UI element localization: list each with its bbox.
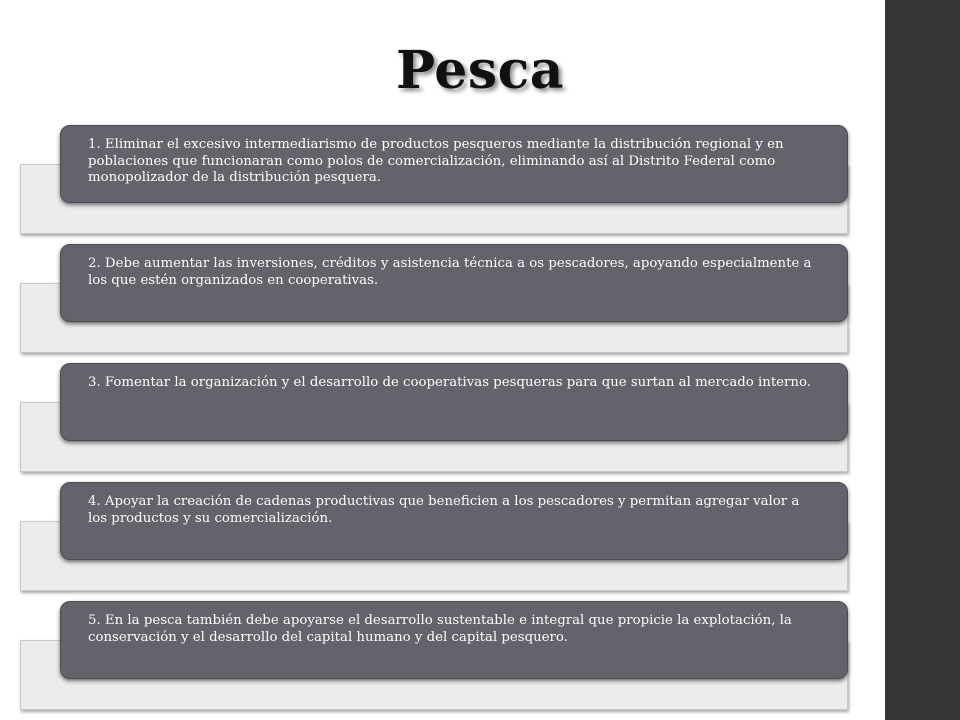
list-item-text: 1. Eliminar el excesivo intermediarismo de productos pesqueros mediante la distribución regional y en poblaciones que funcionaran como polos de comercialización, eliminando así al Distrito Federal como monopolizador de la distribución pesquera. — [60, 125, 848, 203]
list-item — [20, 125, 848, 233]
slide-title: Pesca — [396, 40, 564, 101]
side-band — [885, 0, 960, 720]
list-item — [20, 244, 848, 352]
list-item-text: 3. Fomentar la organización y el desarrollo de cooperativas pesqueras para que surtan al mercado interno. — [60, 363, 848, 441]
list-item — [20, 601, 848, 709]
list-item-text: 2. Debe aumentar las inversiones, créditos y asistencia técnica a os pescadores, apoyando especialmente a los que estén organizados en cooperativas. — [60, 244, 848, 322]
list-item — [20, 482, 848, 590]
list-item-text: 5. En la pesca también debe apoyarse el desarrollo sustentable e integral que propicie la explotación, la conservación y el desarrollo del capital humano y del capital pesquero. — [60, 601, 848, 679]
list-item — [20, 363, 848, 471]
list-item-text: 4. Apoyar la creación de cadenas productivas que beneficien a los pescadores y permitan agregar valor a los productos y su comercialización. — [60, 482, 848, 560]
